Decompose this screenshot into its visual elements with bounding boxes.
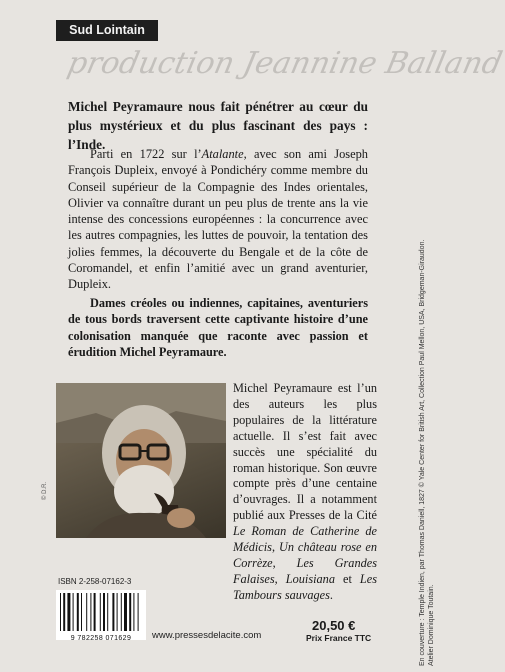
barcode-bar xyxy=(90,593,91,631)
barcode-bar xyxy=(138,593,139,631)
separator: , xyxy=(271,540,279,555)
barcode-bar xyxy=(100,593,101,631)
barcode-bar xyxy=(81,593,82,631)
separator: . xyxy=(329,587,333,602)
title-5: Les Tambours sauvages xyxy=(233,571,377,602)
barcode-bar xyxy=(67,593,70,631)
barcode-bar xyxy=(121,593,122,631)
bio-text: Michel Peyramaure est l’un des auteurs les plus populaires de la littérature actuelle. Il s’est fait avec succès une spécialité du roman historique. Son œuvre compte près d’une centaine d’ouvrages. Il a notamment publié aux Presses de la Cité xyxy=(233,381,377,523)
barcode-bar xyxy=(112,593,114,631)
isbn-number: ISBN 2-258-07162-3 xyxy=(58,577,132,586)
barcode-bar xyxy=(94,593,96,631)
series-label: Sud Lointain xyxy=(56,20,158,41)
publisher-website: www.pressesdelacite.com xyxy=(152,630,262,641)
price: 20,50 € xyxy=(312,618,356,633)
barcode-bar xyxy=(73,593,74,631)
barcode-bar xyxy=(117,593,118,631)
synopsis-part-1: Parti en 1722 sur l’ xyxy=(90,147,202,161)
barcode-bar xyxy=(77,593,79,631)
separator: , xyxy=(272,555,297,570)
author-photo xyxy=(56,383,226,538)
signature-text: production Jeannine Balland xyxy=(64,46,505,81)
ship-name: Atalante xyxy=(201,147,244,161)
barcode-bar xyxy=(107,593,108,631)
title-3: Les Grandes Falaises xyxy=(233,555,377,586)
synopsis-paragraph xyxy=(68,146,368,293)
design-credit-line: Atelier Dominique Toutain. xyxy=(428,584,435,666)
barcode-digits: 9 782258 071629 xyxy=(70,635,132,642)
tagline-paragraph: Dames créoles ou indiennes, capitaines, aventuriers de tous bords traversent cette captivante histoire d’une colonisation manquée que raconte avec passion et érudition Michel Peyramaure. xyxy=(68,296,368,359)
photo-credit: © D.R. xyxy=(42,481,48,500)
separator: , xyxy=(274,571,286,586)
barcode xyxy=(56,590,146,640)
cover-credits xyxy=(418,26,436,666)
barcode-bar xyxy=(133,593,134,631)
barcode-bar xyxy=(124,593,127,631)
author-bio xyxy=(233,381,377,604)
barcode-bar xyxy=(86,593,87,631)
publisher-signature xyxy=(62,44,505,90)
price-label: Prix France TTC xyxy=(306,633,372,643)
title-2: Un château rose en Corrèze xyxy=(233,540,377,570)
barcode-bar xyxy=(129,593,131,631)
barcode-bar xyxy=(60,593,61,631)
cover-credit-line: En couverture : Temple Indien, par Thomas Daniell, 1827 © Yale Center for British Art, Collection Paul Mellon, USA, Bridgeman-Giraudon. xyxy=(419,239,426,666)
synopsis-part-2: , avec son ami Joseph François Dupleix, envoyé à Pondichéry comme membre du Conseil supérieur de la Compagnie des Indes orientales, Olivier va connaître durant un peu plus de trente ans la vie intense des concessions européennes : la concurrence avec les autres compagnies, les luttes de pouvoir, la tentation des jolies femmes, la découverte du Bengale et de la côte de Coromandel, et enfin l’amitié avec un grand aventurier, Dupleix. xyxy=(68,147,368,292)
barcode-bar xyxy=(63,593,65,631)
lead-paragraph: Michel Peyramaure nous fait pénétrer au cœur du plus mystérieux et du plus fascinant des pays : l’Inde. xyxy=(68,99,368,152)
title-1: Le Roman de Catherine de Médicis xyxy=(233,524,377,555)
separator: et xyxy=(334,571,360,586)
title-4: Louisiana xyxy=(285,571,335,586)
barcode-bar xyxy=(103,593,105,631)
